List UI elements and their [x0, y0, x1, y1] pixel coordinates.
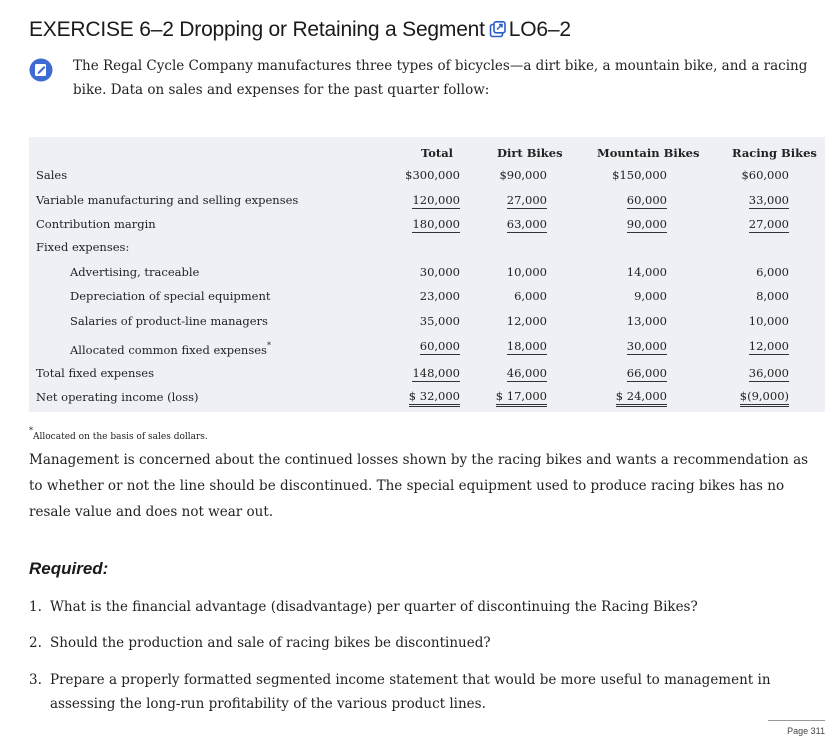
required-heading: Required:	[29, 559, 109, 578]
cell-racing: 10,000	[748, 314, 789, 328]
cell-racing: 12,000	[748, 339, 789, 353]
income-statement-table	[29, 137, 825, 412]
cell-total: 23,000	[419, 289, 460, 303]
question-text: Should the production and sale of racing bikes be discontinued?	[50, 635, 491, 651]
question-text: Prepare a properly formatted segmented income statement that would be more useful to management in assessing the long-run profitability of the various product lines.	[50, 672, 771, 712]
cell-mountain: $150,000	[612, 168, 667, 182]
question-text: What is the financial advantage (disadvantage) per quarter of discontinuing the Racing Bikes?	[50, 599, 698, 615]
cell-total: 60,000	[419, 339, 460, 353]
row-label: Variable manufacturing and selling expenses	[36, 193, 299, 207]
cell-total: 148,000	[412, 366, 460, 380]
cell-mountain: 30,000	[626, 339, 667, 353]
row-label	[70, 341, 271, 357]
cell-mountain: 60,000	[626, 193, 667, 207]
cell-racing: 33,000	[748, 193, 789, 207]
exercise-title	[29, 18, 571, 44]
cell-mountain: 14,000	[626, 265, 667, 279]
cell-total: 30,000	[419, 265, 460, 279]
cell-mountain: 90,000	[626, 217, 667, 231]
cell-dirt: 27,000	[506, 193, 547, 207]
row-label-text: Allocated common fixed expenses	[70, 343, 267, 357]
cell-total: 120,000	[412, 193, 460, 207]
cell-total: $ 32,000	[409, 389, 460, 407]
cell-dirt: 12,000	[506, 314, 547, 328]
cell-dirt: $ 17,000	[496, 389, 547, 407]
cell-dirt: 10,000	[506, 265, 547, 279]
cell-dirt: $90,000	[499, 168, 547, 182]
row-label: Total fixed expenses	[36, 366, 154, 380]
row-label: Advertising, traceable	[70, 265, 200, 279]
cell-dirt: 6,000	[514, 289, 547, 303]
question-3	[29, 668, 819, 716]
row-label: Contribution margin	[36, 217, 156, 231]
row-label: Salaries of product-line managers	[70, 314, 268, 328]
cell-mountain: $ 24,000	[616, 389, 667, 407]
learning-objective: LO6–2	[508, 18, 571, 41]
footnote-text: Allocated on the basis of sales dollars.	[33, 432, 208, 442]
question-1	[29, 595, 819, 619]
col-header-dirt-bikes: Dirt Bikes	[497, 146, 563, 160]
question-number: 1.	[29, 599, 42, 615]
cell-racing: 36,000	[748, 366, 789, 380]
intro-text: The Regal Cycle Company manufactures three types of bicycles—a dirt bike, a mountain bike, and a racing bike. Data on sales and expenses for the past quarter follow:	[73, 58, 808, 98]
question-number: 2.	[29, 635, 42, 651]
cell-mountain: 13,000	[626, 314, 667, 328]
external-link-icon[interactable]	[489, 20, 506, 44]
cell-dirt: 46,000	[506, 366, 547, 380]
row-label: Fixed expenses:	[36, 240, 130, 254]
management-paragraph: Management is concerned about the continued losses shown by the racing bikes and wants a recommendation as to whether or not the line should be discontinued. The special equipment used to produce racing bikes has no resale value and does not wear out.	[29, 452, 809, 520]
table-footnote	[29, 426, 208, 442]
col-header-racing-bikes: Racing Bikes	[732, 146, 817, 160]
exercise-title-text: EXERCISE 6–2 Dropping or Retaining a Segment	[29, 18, 485, 41]
row-label: Net operating income (loss)	[36, 390, 199, 404]
cell-mountain: 9,000	[634, 289, 667, 303]
cell-dirt: 63,000	[506, 217, 547, 231]
question-number: 3.	[29, 672, 42, 688]
cell-mountain: 66,000	[626, 366, 667, 380]
page-reference: Page 311	[768, 720, 825, 736]
col-header-total: Total	[421, 146, 454, 160]
cell-racing: 27,000	[748, 217, 789, 231]
cell-racing: 6,000	[756, 265, 789, 279]
question-2	[29, 631, 819, 655]
exercise-badge-icon	[29, 58, 53, 86]
row-label: Sales	[36, 168, 68, 182]
col-header-mountain-bikes: Mountain Bikes	[597, 146, 700, 160]
cell-dirt: 18,000	[506, 339, 547, 353]
cell-total: 180,000	[412, 217, 460, 231]
cell-racing: 8,000	[756, 289, 789, 303]
footnote-marker: *	[29, 426, 33, 435]
cell-total: $300,000	[405, 168, 460, 182]
row-label: Depreciation of special equipment	[70, 289, 271, 303]
cell-racing: $60,000	[741, 168, 789, 182]
cell-total: 35,000	[419, 314, 460, 328]
cell-racing: $(9,000)	[740, 389, 789, 407]
footnote-marker: *	[266, 341, 271, 350]
